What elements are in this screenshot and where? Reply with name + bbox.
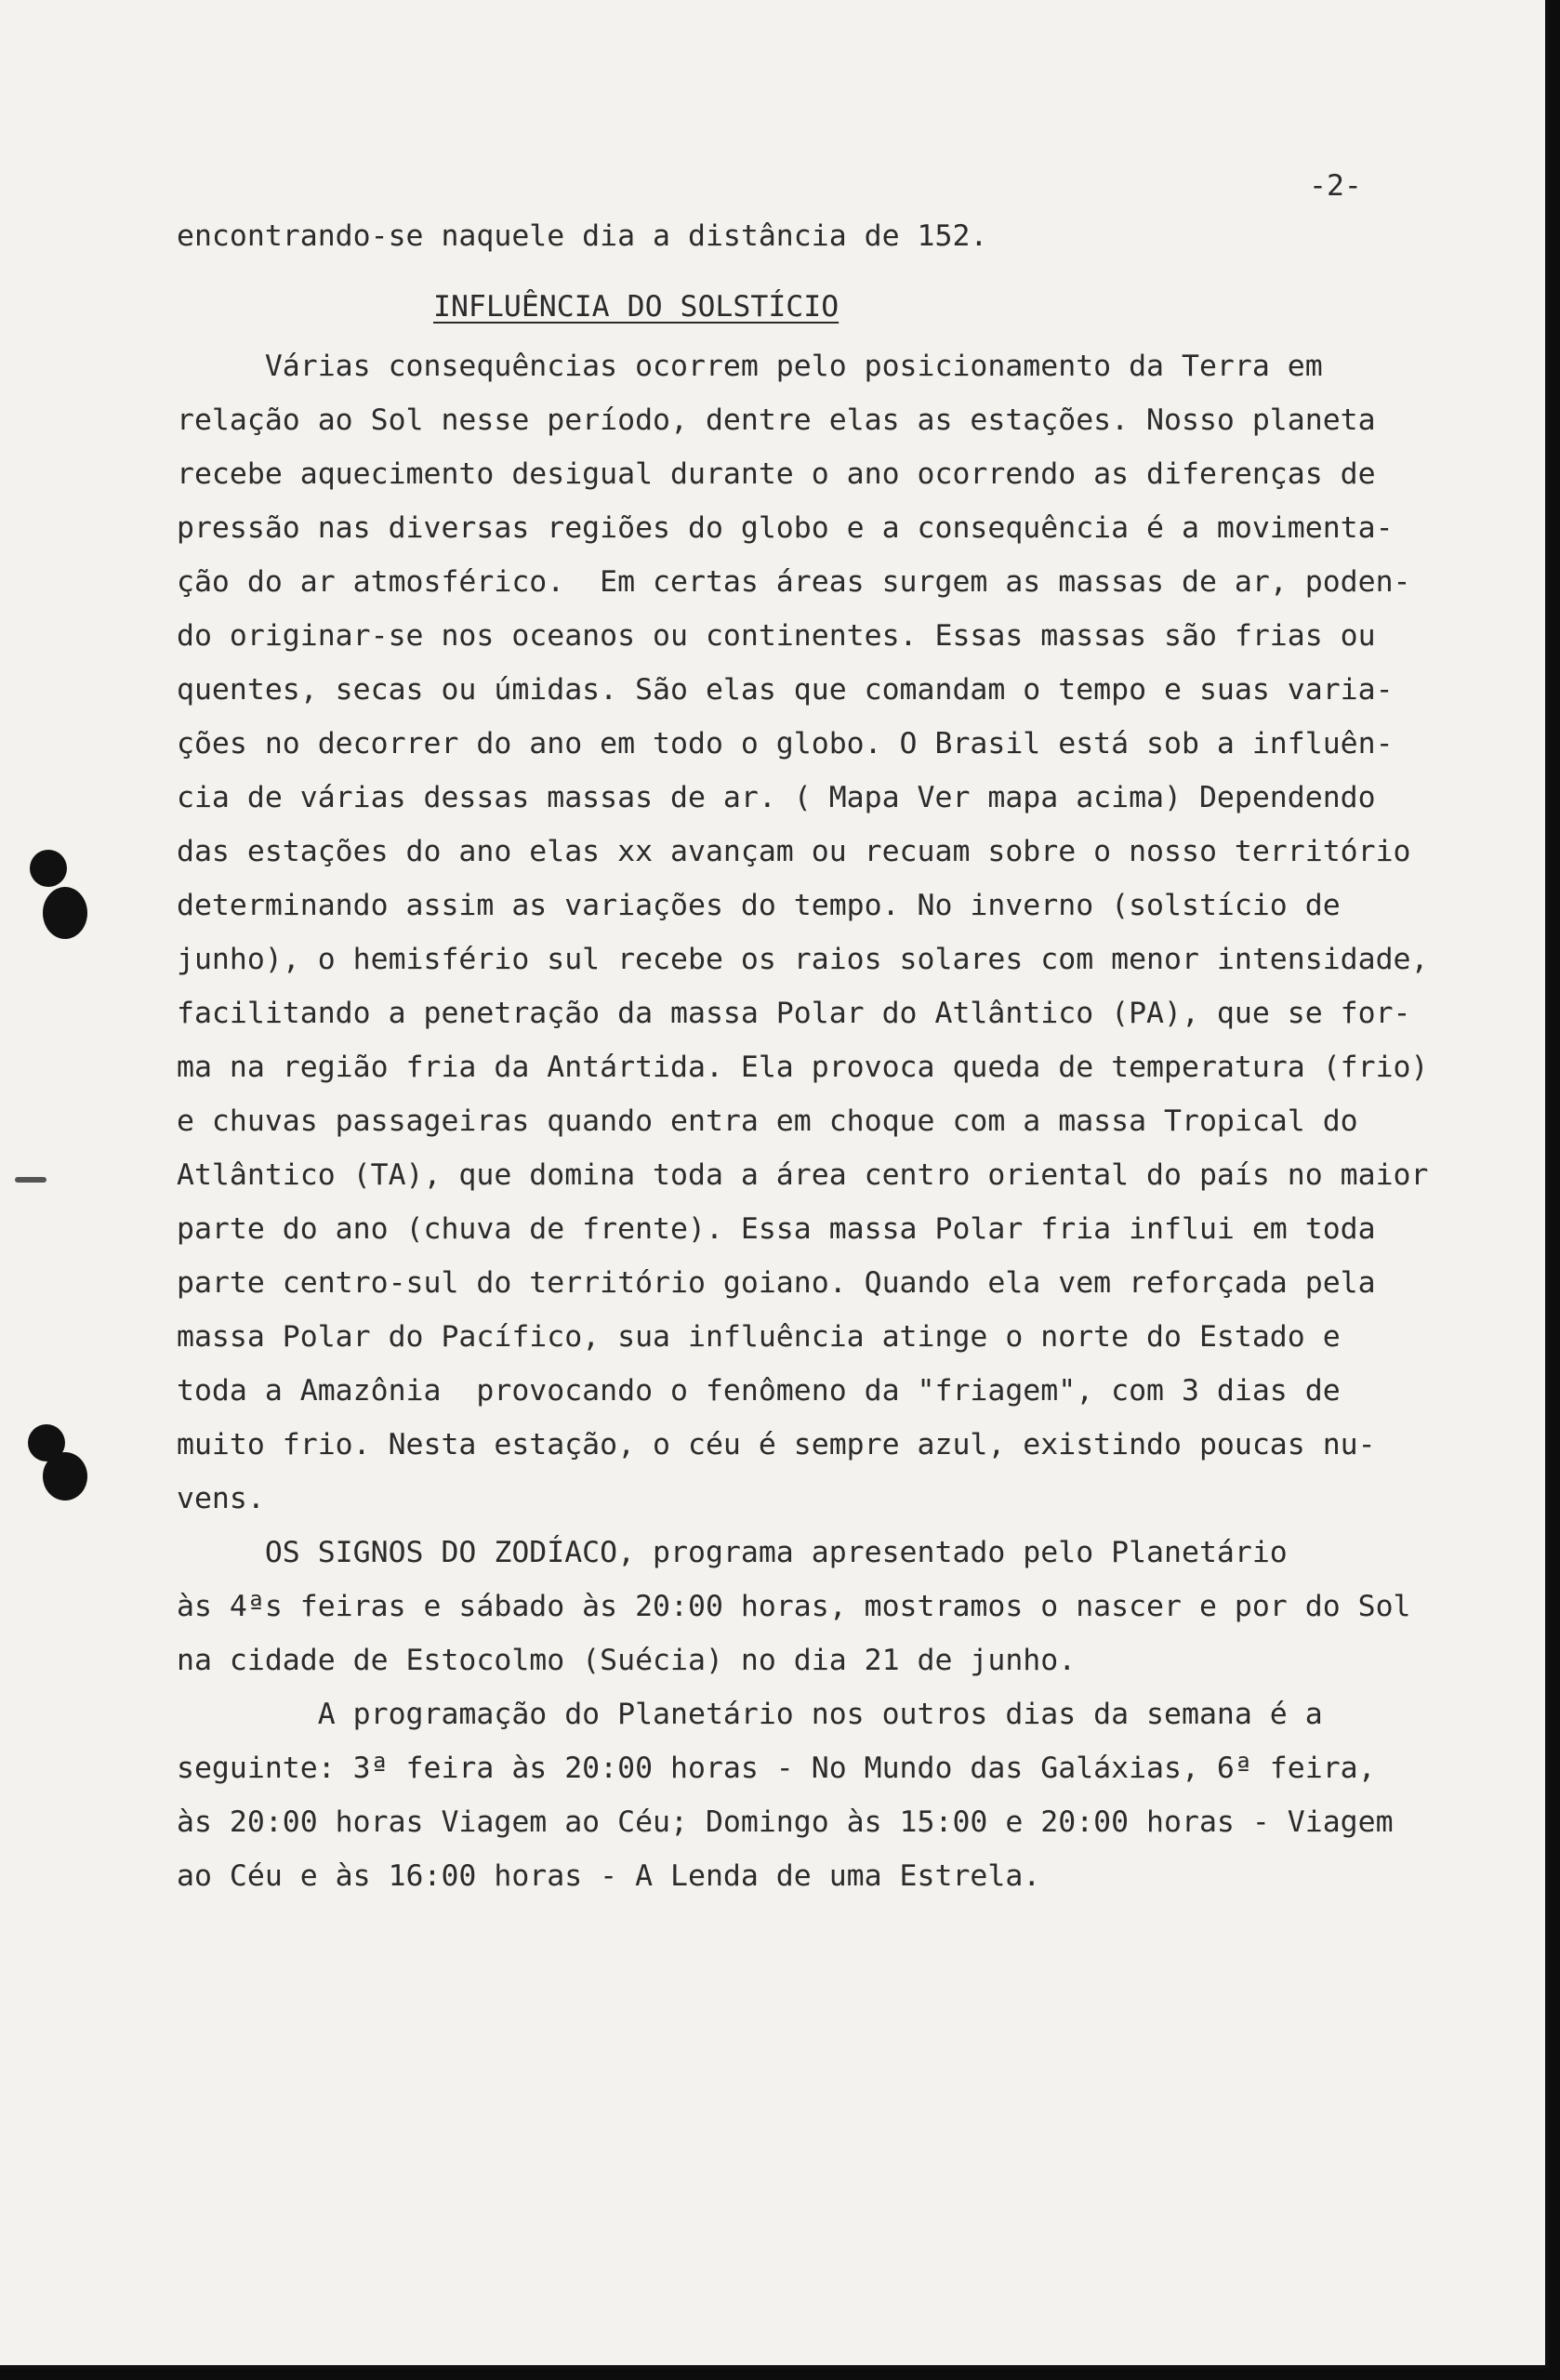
text-line: relação ao Sol nesse período, dentre elas as estações. Nosso planeta — [177, 403, 1376, 437]
text-line: massa Polar do Pacífico, sua influência atinge o norte do Estado e — [177, 1320, 1341, 1354]
text-line: A programação do Planetário nos outros dias da semana é a — [177, 1698, 1323, 1731]
text-line: e chuvas passageiras quando entra em choque com a massa Tropical do — [177, 1104, 1358, 1138]
text-line: Várias consequências ocorrem pelo posicionamento da Terra em — [177, 350, 1323, 383]
text-line: pressão nas diversas regiões do globo e a consequência é a movimenta- — [177, 511, 1394, 545]
text-line: ma na região fria da Antártida. Ela provoca queda de temperatura (frio) — [177, 1051, 1429, 1084]
text-line: junho), o hemisfério sul recebe os raios solares com menor intensidade, — [177, 943, 1429, 976]
text-line: às 4ªs feiras e sábado às 20:00 horas, mostramos o nascer e por do Sol — [177, 1590, 1411, 1623]
punch-hole-top-upper — [30, 850, 67, 887]
text-line: recebe aquecimento desigual durante o ano ocorrendo as diferenças de — [177, 457, 1376, 491]
text-line: OS SIGNOS DO ZODÍACO, programa apresentado pelo Planetário — [177, 1536, 1288, 1569]
text-line: ção do ar atmosférico. Em certas áreas surgem as massas de ar, poden- — [177, 565, 1411, 599]
text-line: quentes, secas ou úmidas. São elas que comandam o tempo e suas varia- — [177, 673, 1394, 707]
section-heading: INFLUÊNCIA DO SOLSTÍCIO — [433, 290, 839, 324]
text-line: cia de várias dessas massas de ar. ( Mapa Ver mapa acima) Dependendo — [177, 781, 1376, 814]
text-line: Atlântico (TA), que domina toda a área centro oriental do país no maior — [177, 1158, 1429, 1192]
text-line: das estações do ano elas xx avançam ou recuam sobre o nosso território — [177, 835, 1411, 868]
page-number: -2- — [1309, 169, 1362, 203]
punch-hole-bottom-lower — [43, 1452, 87, 1501]
text-line: facilitando a penetração da massa Polar do Atlântico (PA), que se for- — [177, 997, 1411, 1030]
text-line: parte centro-sul do território goiano. Quando ela vem reforçada pela — [177, 1266, 1376, 1300]
margin-mark — [15, 1177, 46, 1183]
text-line: do originar-se nos oceanos ou continentes. Essas massas são frias ou — [177, 619, 1376, 653]
text-line: às 20:00 horas Viagem ao Céu; Domingo às 15:00 e 20:00 horas - Viagem — [177, 1805, 1394, 1839]
text-line: ções no decorrer do ano em todo o globo. O Brasil está sob a influên- — [177, 727, 1394, 760]
text-line: determinando assim as variações do tempo. No inverno (solstício de — [177, 889, 1341, 922]
intro-line: encontrando-se naquele dia a distância de 152. — [177, 219, 988, 253]
text-line: na cidade de Estocolmo (Suécia) no dia 21 de junho. — [177, 1644, 1077, 1677]
text-line: muito frio. Nesta estação, o céu é sempre azul, existindo poucas nu- — [177, 1428, 1376, 1461]
punch-hole-top-lower — [43, 887, 87, 939]
text-line: toda a Amazônia provocando o fenômeno da "friagem", com 3 dias de — [177, 1374, 1341, 1408]
text-line: seguinte: 3ª feira às 20:00 horas - No Mundo das Galáxias, 6ª feira, — [177, 1752, 1376, 1785]
text-line: ao Céu e às 16:00 horas - A Lenda de uma Estrela. — [177, 1859, 1041, 1893]
text-line: vens. — [177, 1482, 265, 1515]
text-line: parte do ano (chuva de frente). Essa massa Polar fria influi em toda — [177, 1212, 1376, 1246]
